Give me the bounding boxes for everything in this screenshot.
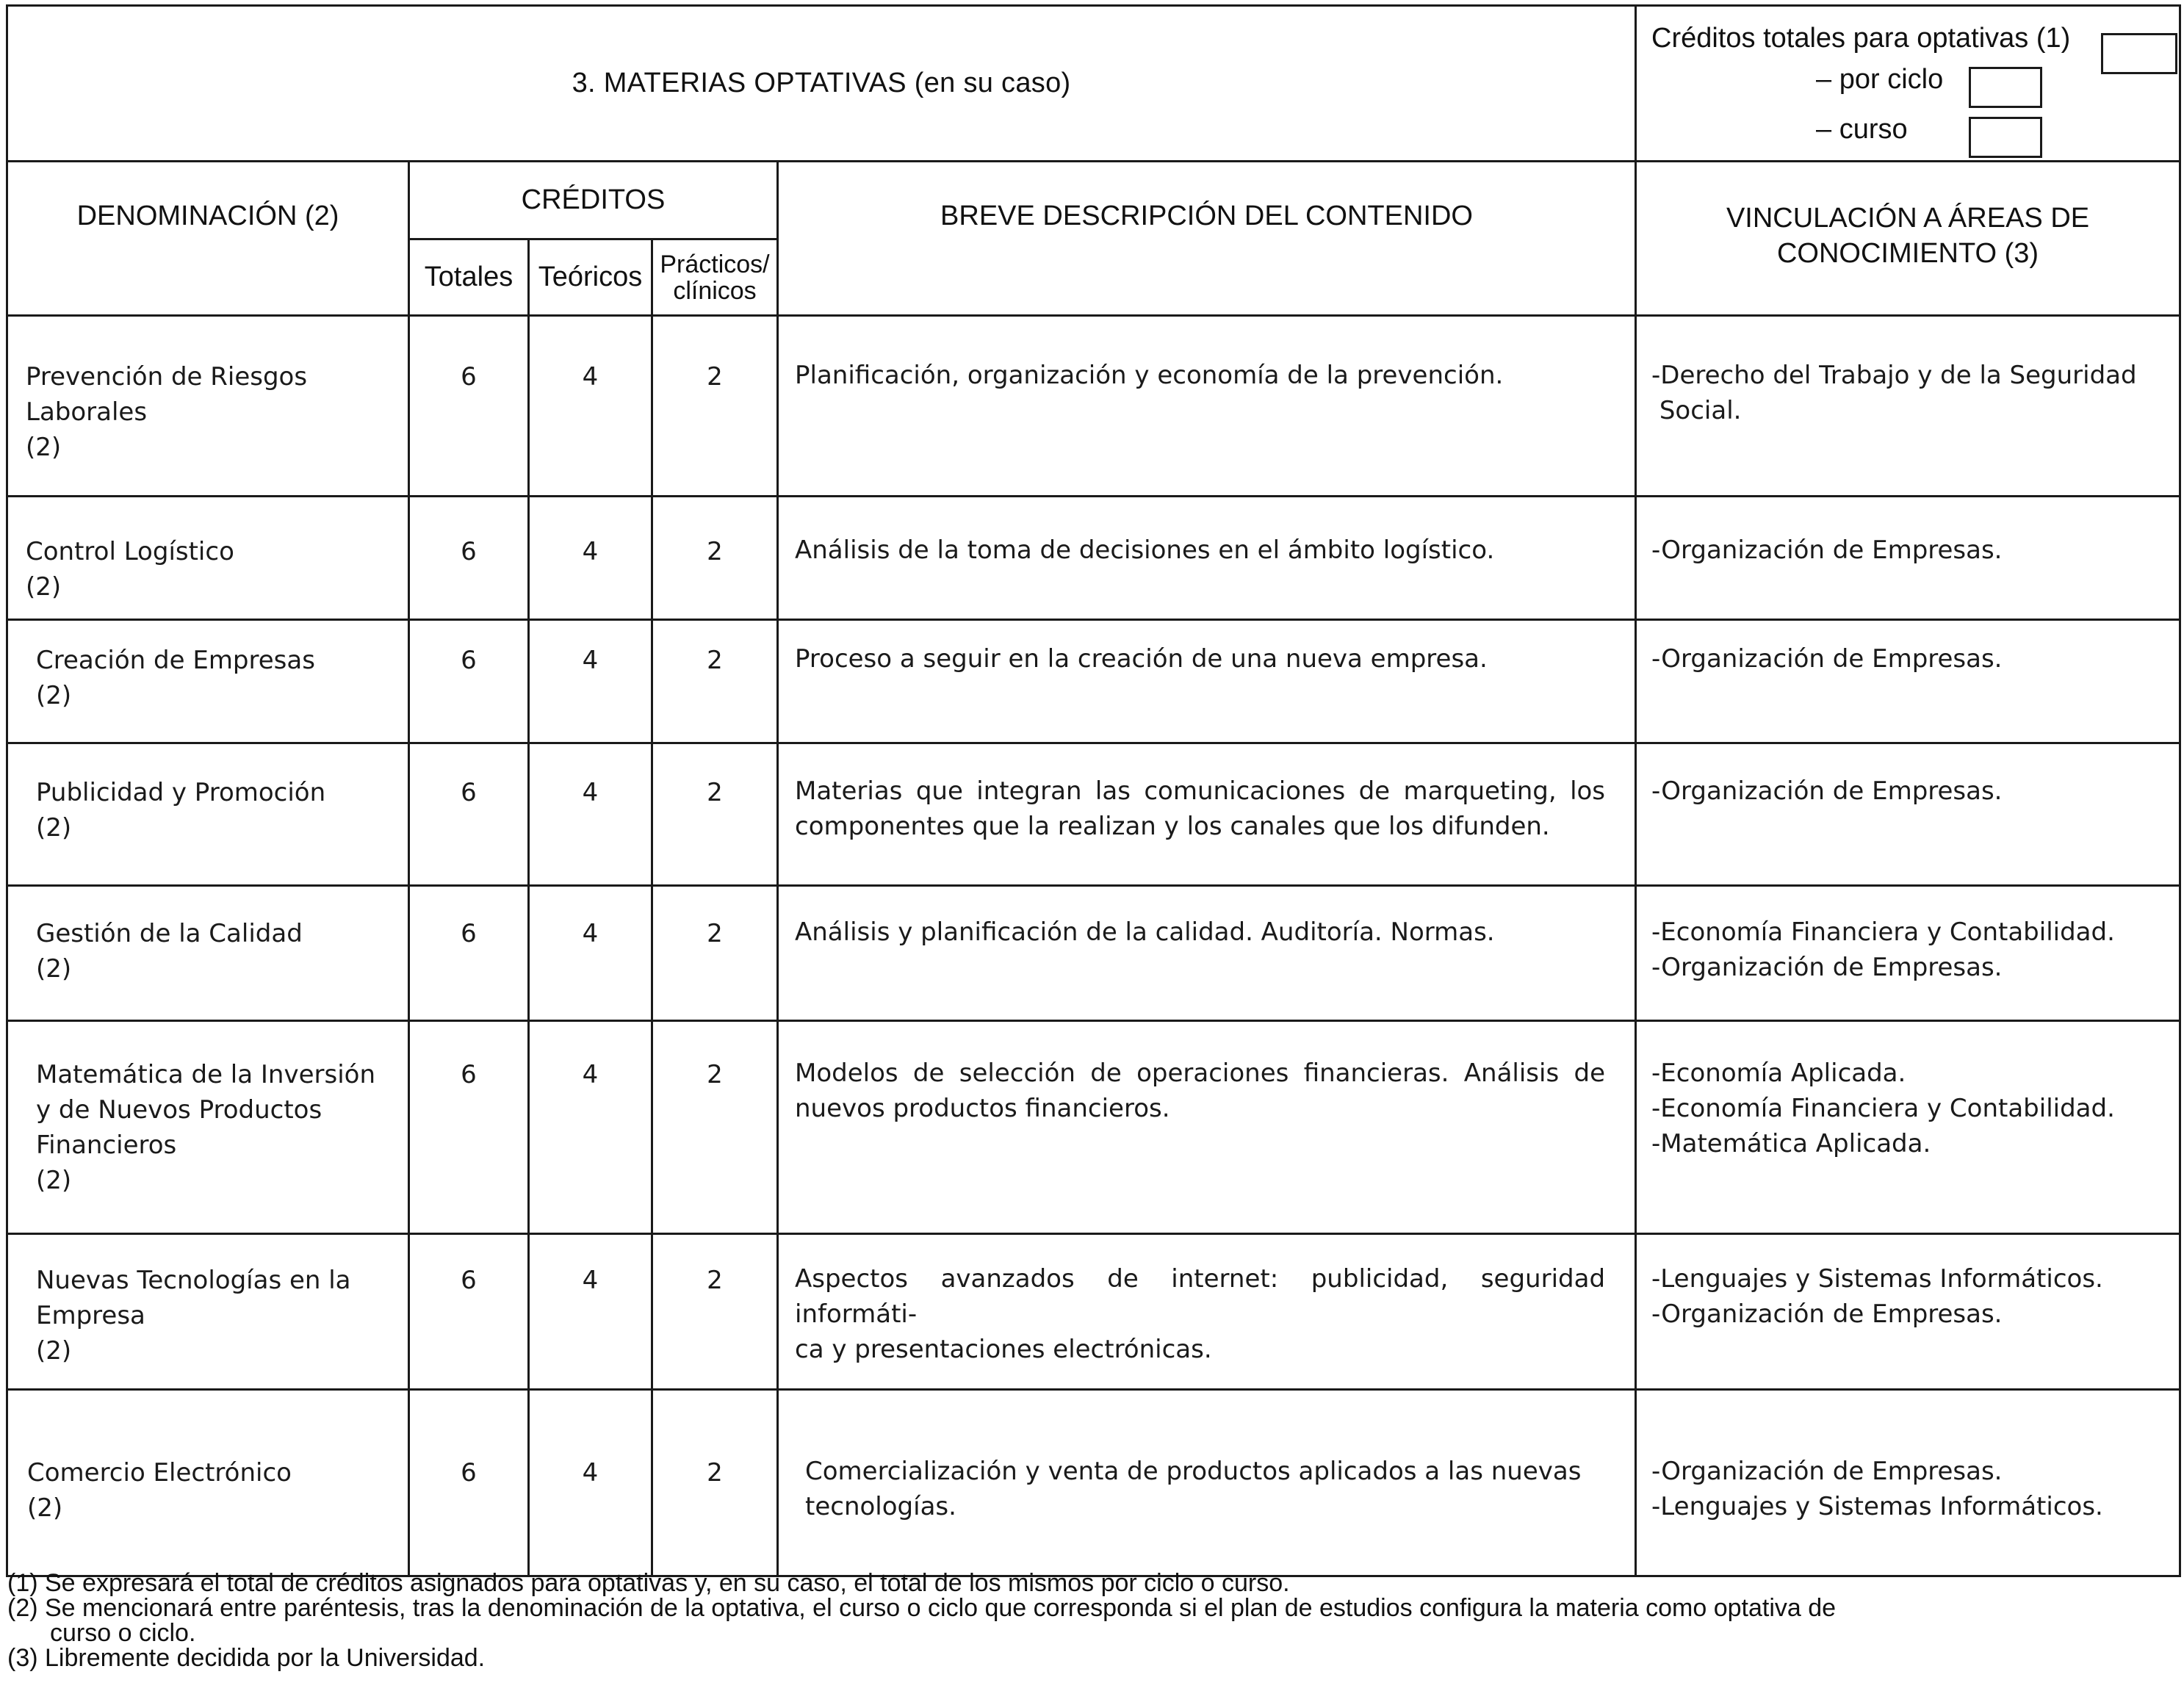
credits-practicos: 2 [652, 1234, 778, 1390]
subject-name [7, 743, 409, 886]
column-header-row-1 [7, 162, 2180, 239]
table-row [7, 886, 2180, 1021]
credits-totales: 6 [409, 1234, 529, 1390]
credits-totales: 6 [409, 497, 529, 620]
credits-teoricos: 4 [529, 316, 652, 497]
descripcion-header: BREVE DESCRIPCIÓN DEL CONTENIDO [778, 162, 1636, 316]
area-line: -Lenguajes y Sistemas Informáticos. [1651, 1264, 2103, 1294]
area-line: -Organización de Empresas. [1651, 776, 2003, 806]
credits-total-label: Créditos totales para optativas (1) [1651, 23, 2071, 54]
subject-description [778, 743, 1636, 886]
per-cycle-box [1969, 67, 2042, 108]
description-line: Análisis de la toma de decisiones en el ámbito logístico. [795, 536, 1495, 565]
area-line: -Organización de Empresas. [1651, 953, 2003, 982]
per-cycle-label: – por ciclo [1816, 64, 1944, 95]
table-row [7, 620, 2180, 743]
area-line: Social. [1651, 396, 1742, 425]
subject-name [7, 620, 409, 743]
knowledge-areas [1636, 743, 2180, 886]
area-line: -Matemática Aplicada. [1651, 1129, 1931, 1158]
credits-teoricos: 4 [529, 620, 652, 743]
description-line: Planificación, organización y economía de la prevención. [795, 361, 1504, 390]
subject-name-line: Prevención de Riesgos [26, 362, 308, 392]
subject-description [778, 1234, 1636, 1390]
subject-description [778, 886, 1636, 1021]
credits-totales: 6 [409, 886, 529, 1021]
subject-name-line: (2) [36, 954, 72, 984]
description-line: ca y presentaciones electrónicas. [795, 1335, 1212, 1364]
credits-practicos: 2 [652, 743, 778, 886]
area-line: -Economía Aplicada. [1651, 1059, 1906, 1088]
knowledge-areas [1636, 1234, 2180, 1390]
subject-name-line: Creación de Empresas [36, 646, 315, 675]
teoricos-header: Teóricos [529, 239, 652, 316]
vinculacion-header-line-1: VINCULACIÓN A ÁREAS DE [1726, 203, 2090, 234]
subject-name-line: Laborales [26, 397, 148, 427]
area-line: -Economía Financiera y Contabilidad. [1651, 917, 2115, 947]
totales-header: Totales [409, 239, 529, 316]
per-course-label: – curso [1816, 114, 1908, 145]
table-row [7, 1234, 2180, 1390]
denominacion-header: DENOMINACIÓN (2) [7, 162, 409, 316]
knowledge-areas [1636, 1021, 2180, 1234]
knowledge-areas [1636, 886, 2180, 1021]
credits-practicos: 2 [652, 316, 778, 497]
description-line: componentes que la realizan y los canales que los difunden. [795, 812, 1550, 841]
subject-name-line: (2) [36, 1336, 72, 1366]
subject-description [778, 1390, 1636, 1576]
description-line: Comercialización y venta de productos aplicados a las nuevas [805, 1457, 1582, 1486]
description-line: Aspectos avanzados de internet: publicidad, seguridad informáti- [795, 1264, 1606, 1329]
vinculacion-header-line-2: CONOCIMIENTO (3) [1776, 238, 2039, 269]
subject-name-line: Publicidad y Promoción [36, 778, 326, 807]
description-line: nuevos productos financieros. [795, 1094, 1170, 1123]
section-title: 3. MATERIAS OPTATIVAS (en su caso) [7, 6, 1636, 162]
subject-name-line: (2) [26, 572, 62, 602]
footnote-2-continuation: curso o ciclo. [50, 1619, 196, 1647]
creditos-header: CRÉDITOS [409, 162, 778, 239]
description-line: Modelos de selección de operaciones financieras. Análisis de [795, 1059, 1606, 1088]
subject-name-line: Comercio Electrónico [27, 1458, 292, 1488]
subject-name-line: Financieros [36, 1131, 177, 1160]
table-row [7, 1390, 2180, 1576]
subject-name-line: Matemática de la Inversión [36, 1060, 375, 1089]
subject-name-line: (2) [36, 1166, 72, 1195]
description-line: Materias que integran las comunicaciones de marqueting, los [795, 776, 1606, 806]
subject-name-line: Empresa [36, 1301, 145, 1330]
footnotes [7, 1571, 2167, 1670]
area-line: -Organización de Empresas. [1651, 1299, 2003, 1329]
area-line: -Economía Financiera y Contabilidad. [1651, 1094, 2115, 1123]
description-line: Proceso a seguir en la creación de una nueva empresa. [795, 644, 1488, 674]
credits-totales: 6 [409, 620, 529, 743]
practicos-header-line-2: clínicos [673, 276, 757, 305]
subject-description [778, 1021, 1636, 1234]
subject-name-line: y de Nuevos Productos [36, 1095, 322, 1125]
credits-totales: 6 [409, 1390, 529, 1576]
footnote-3: (3) Libremente decidida por la Universidad. [7, 1644, 486, 1672]
subject-name-line: (2) [27, 1493, 63, 1523]
vinculacion-header [1636, 162, 2180, 316]
knowledge-areas [1636, 497, 2180, 620]
credits-teoricos: 4 [529, 1234, 652, 1390]
credits-teoricos: 4 [529, 497, 652, 620]
subject-name [7, 316, 409, 497]
optional-subjects-table [6, 4, 2181, 1577]
subject-name [7, 886, 409, 1021]
footnote-2: (2) Se mencionará entre paréntesis, tras la denominación de la optativa, el curso o ciclo que corresponda si el plan de estudios configura la materia como optativa de [7, 1594, 1837, 1622]
credits-practicos: 2 [652, 1390, 778, 1576]
credits-summary-cell [1636, 6, 2180, 162]
credits-practicos: 2 [652, 497, 778, 620]
subject-name-line: Nuevas Tecnologías en la [36, 1266, 351, 1295]
credits-practicos: 2 [652, 1021, 778, 1234]
title-row [7, 6, 2180, 162]
subject-name [7, 1390, 409, 1576]
knowledge-areas [1636, 620, 2180, 743]
area-line: -Derecho del Trabajo y de la Seguridad [1651, 361, 2137, 390]
footnote-1: (1) Se expresará el total de créditos asignados para optativas y, en su caso, el total de los mismos por ciclo o curso. [7, 1569, 1290, 1597]
credits-total-box [2101, 33, 2177, 74]
subject-name-line: Gestión de la Calidad [36, 919, 303, 948]
subject-name-line: (2) [26, 433, 62, 462]
area-line: -Organización de Empresas. [1651, 1457, 2003, 1486]
area-line: -Lenguajes y Sistemas Informáticos. [1651, 1492, 2103, 1521]
credits-totales: 6 [409, 743, 529, 886]
subject-name [7, 1021, 409, 1234]
subject-description [778, 620, 1636, 743]
per-course-box [1969, 117, 2042, 158]
credits-practicos: 2 [652, 886, 778, 1021]
knowledge-areas [1636, 316, 2180, 497]
subject-description [778, 497, 1636, 620]
table-row [7, 1021, 2180, 1234]
subject-name [7, 497, 409, 620]
area-line: -Organización de Empresas. [1651, 536, 2003, 565]
knowledge-areas [1636, 1390, 2180, 1576]
credits-teoricos: 4 [529, 1390, 652, 1576]
table-row [7, 316, 2180, 497]
credits-teoricos: 4 [529, 1021, 652, 1234]
subject-name-line: (2) [36, 813, 72, 843]
credits-teoricos: 4 [529, 743, 652, 886]
practicos-header [652, 239, 778, 316]
area-line: -Organización de Empresas. [1651, 644, 2003, 674]
description-line: tecnologías. [805, 1492, 956, 1521]
description-line: Análisis y planificación de la calidad. Auditoría. Normas. [795, 917, 1495, 947]
subject-description [778, 316, 1636, 497]
table-row [7, 497, 2180, 620]
subject-name-line: (2) [36, 681, 72, 710]
credits-totales: 6 [409, 316, 529, 497]
credits-teoricos: 4 [529, 886, 652, 1021]
subject-name [7, 1234, 409, 1390]
credits-totales: 6 [409, 1021, 529, 1234]
practicos-header-line-1: Prácticos/ [660, 250, 770, 278]
subject-name-line: Control Logístico [26, 537, 234, 566]
table-row [7, 743, 2180, 886]
credits-practicos: 2 [652, 620, 778, 743]
